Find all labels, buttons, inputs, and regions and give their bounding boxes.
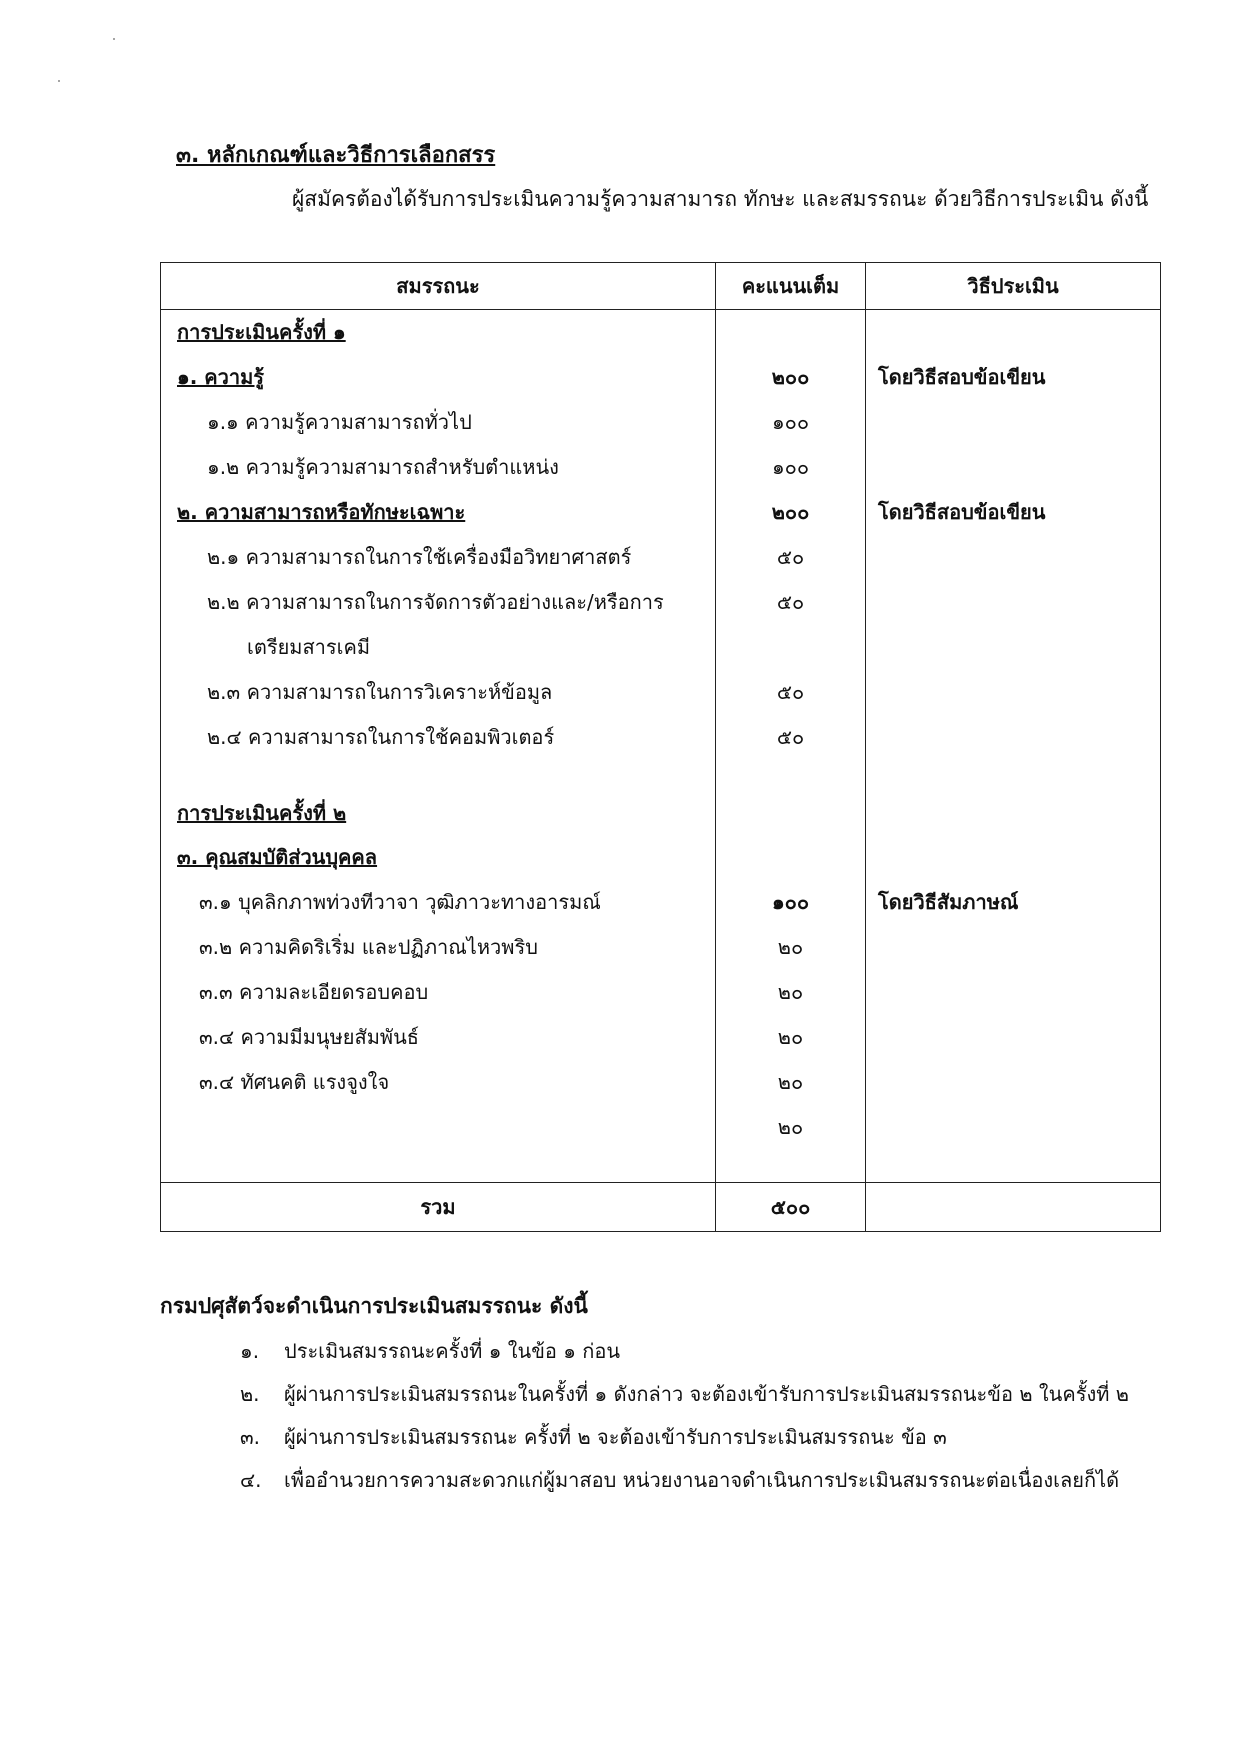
competency-item: ๓.๓ ความละเอียดรอบคอบ [161, 970, 716, 1015]
method-cell [866, 1059, 1161, 1104]
table-row [161, 790, 1161, 835]
step-text: ผู้ผ่านการประเมินสมรรถนะ ครั้งที่ ๒ จะต้องเข้ารับการประเมินสมรรถนะ ข้อ ๓ [284, 1425, 947, 1449]
method-cell [866, 970, 1161, 1015]
list-item [240, 1416, 1129, 1459]
total-label: รวม [161, 1183, 716, 1232]
competency-item: ๓.๒ ความคิดริเริ่ม และปฏิภาณไหวพริบ [161, 925, 716, 970]
competency-knowledge: ๑. ความรู้ [161, 355, 716, 400]
method-cell [866, 925, 1161, 970]
table-row [161, 445, 1161, 490]
round-2-heading: การประเมินครั้งที่ ๒ [161, 790, 716, 835]
table-header-row [161, 263, 1161, 310]
header-score: คะแนนเต็ม [716, 263, 866, 310]
step-text: ประเมินสมรรถนะครั้งที่ ๑ ในข้อ ๑ ก่อน [284, 1339, 621, 1363]
competency-item: ๓.๔ ทัศนคติ แรงจูงใจ [161, 1059, 716, 1104]
spacer-row [161, 1149, 1161, 1183]
step-number: ๒. [240, 1382, 260, 1406]
score-cell [716, 624, 866, 669]
score-cell: ๕๐ [716, 535, 866, 580]
method-cell [866, 535, 1161, 580]
table-row [161, 400, 1161, 445]
competency-item: ๓.๔ ความมีมนุษยสัมพันธ์ [161, 1015, 716, 1060]
table-row [161, 1015, 1161, 1060]
score-cell: ๒๐๐ [716, 490, 866, 535]
score-cell: ๑๐๐ [716, 880, 866, 925]
table-row [161, 1104, 1161, 1149]
step-text: เพื่ออำนวยการความสะดวกแก่ผู้มาสอบ หน่วยงานอาจดำเนินการประเมินสมรรถนะต่อเนื่องเลยก็ได้ [284, 1468, 1120, 1492]
score-cell: ๒๐ [716, 1015, 866, 1060]
method-cell [866, 310, 1161, 355]
table-total-row [161, 1183, 1161, 1232]
total-method [866, 1183, 1161, 1232]
score-cell: ๒๐๐ [716, 355, 866, 400]
spacer-row [161, 759, 1161, 790]
step-number: ๔. [240, 1468, 262, 1492]
table-row [161, 355, 1161, 400]
method-cell [866, 624, 1161, 669]
competency-personal: ๓. คุณสมบัติส่วนบุคคล [161, 835, 716, 880]
table-row [161, 835, 1161, 880]
score-cell: ๑๐๐ [716, 400, 866, 445]
score-cell [716, 310, 866, 355]
list-item [240, 1459, 1129, 1502]
score-cell: ๑๐๐ [716, 445, 866, 490]
step-number: ๓. [240, 1425, 261, 1449]
competency-item: ๒.๓ ความสามารถในการวิเคราะห์ข้อมูล [161, 669, 716, 714]
competency-item [161, 1104, 716, 1149]
score-cell [716, 835, 866, 880]
scan-speck [58, 80, 60, 82]
score-cell: ๕๐ [716, 714, 866, 759]
header-method: วิธีประเมิน [866, 263, 1161, 310]
score-cell: ๒๐ [716, 970, 866, 1015]
table-row [161, 669, 1161, 714]
score-cell: ๕๐ [716, 579, 866, 624]
method-cell [866, 1015, 1161, 1060]
step-text: ผู้ผ่านการประเมินสมรรถนะในครั้งที่ ๑ ดังกล่าว จะต้องเข้ารับการประเมินสมรรถนะข้อ ๒ ในครั้งที่ ๒ [284, 1382, 1129, 1406]
table-row [161, 535, 1161, 580]
score-cell: ๒๐ [716, 925, 866, 970]
department-heading: กรมปศุสัตว์จะดำเนินการประเมินสมรรถนะ ดังนี้ [160, 1294, 588, 1318]
competency-table [160, 262, 1161, 1232]
method-cell: โดยวิธีสอบข้อเขียน [866, 490, 1161, 535]
method-cell [866, 400, 1161, 445]
score-cell: ๒๐ [716, 1104, 866, 1149]
table-row [161, 624, 1161, 669]
competency-item: ๒.๒ ความสามารถในการจัดการตัวอย่างและ/หรือการ [161, 579, 716, 624]
method-cell [866, 790, 1161, 835]
method-cell [866, 835, 1161, 880]
round-1-heading: การประเมินครั้งที่ ๑ [161, 310, 716, 355]
intro-text: ผู้สมัครต้องได้รับการประเมินความรู้ความสามารถ ทักษะ และสมรรถนะ ด้วยวิธีการประเมิน ดังนี้ [292, 187, 1149, 211]
table-row [161, 880, 1161, 925]
competency-item: ๑.๒ ความรู้ความสามารถสำหรับตำแหน่ง [161, 445, 716, 490]
table-row [161, 310, 1161, 355]
table-row [161, 579, 1161, 624]
total-score: ๕๐๐ [716, 1183, 866, 1232]
table-row [161, 490, 1161, 535]
step-number: ๑. [240, 1339, 260, 1363]
list-item [240, 1330, 1129, 1373]
competency-item: ๒.๑ ความสามารถในการใช้เครื่องมือวิทยาศาสตร์ [161, 535, 716, 580]
table-row [161, 970, 1161, 1015]
method-cell: โดยวิธีสอบข้อเขียน [866, 355, 1161, 400]
section-heading: ๓. หลักเกณฑ์และวิธีการเลือกสรร [176, 143, 496, 168]
list-item [240, 1373, 1129, 1416]
table-row [161, 925, 1161, 970]
score-cell: ๒๐ [716, 1059, 866, 1104]
table-row [161, 714, 1161, 759]
method-cell [866, 714, 1161, 759]
score-cell [716, 790, 866, 835]
score-cell: ๕๐ [716, 669, 866, 714]
method-cell [866, 1104, 1161, 1149]
method-cell: โดยวิธีสัมภาษณ์ [866, 880, 1161, 925]
competency-item-continued: เตรียมสารเคมี [161, 624, 716, 669]
method-cell [866, 445, 1161, 490]
competency-skills: ๒. ความสามารถหรือทักษะเฉพาะ [161, 490, 716, 535]
table-row [161, 1059, 1161, 1104]
procedure-list [240, 1330, 1129, 1502]
method-cell [866, 579, 1161, 624]
competency-item: ๓.๑ บุคลิกภาพท่วงทีวาจา วุฒิภาวะทางอารมณ์ [161, 880, 716, 925]
competency-item: ๒.๔ ความสามารถในการใช้คอมพิวเตอร์ [161, 714, 716, 759]
competency-item: ๑.๑ ความรู้ความสามารถทั่วไป [161, 400, 716, 445]
method-cell [866, 669, 1161, 714]
header-competency: สมรรถนะ [161, 263, 716, 310]
scan-speck [113, 38, 115, 40]
